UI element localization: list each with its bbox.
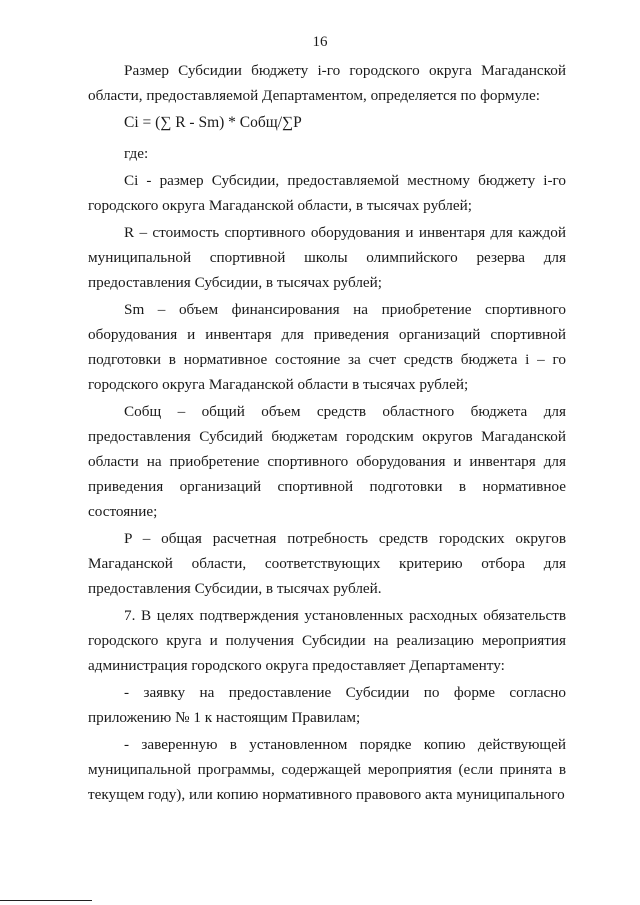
paragraph-where: где:: [124, 145, 149, 162]
list-item-application: - заявку на предоставление Субсидии по форме согласно приложению № 1 к настоящим Правилам;: [88, 684, 566, 726]
paragraph-sm-definition: Sm – объем финансирования на приобретение спортивного оборудования и инвентаря для приведения организаций спортивной подготовки в нормативное состояние за счет средств бюджета i – го городского округа Магаданской области в тысячах рублей;: [88, 301, 566, 393]
page-number: 16: [312, 34, 328, 50]
paragraph-intro: Размер Субсидии бюджету i-го городского округа Магаданской области, предоставляемой Департаментом, определяется по формуле:: [88, 62, 566, 104]
paragraph-sobsh-definition: Собщ – общий объем средств областного бюджета для предоставления Субсидий бюджетам городским округов Магаданской области на приобретение спортивного оборудования и инвентаря для приведения организаций спортивной подготовки в нормативное состояние;: [88, 403, 566, 520]
paragraph-r-definition: R – стоимость спортивного оборудования и инвентаря для каждой муниципальной спортивной школы олимпийского резерва для предоставления Субсидии, в тысячах рублей;: [88, 224, 566, 291]
footer-rule: [0, 900, 92, 901]
formula: Ci = (∑ R - Sm) * Собщ/∑P: [124, 114, 302, 131]
list-item-program-copy: - заверенную в установленном порядке копию действующей муниципальной программы, содержащей мероприятия (если принята в текущем году), или копию нормативного правового акта муниципального: [88, 736, 566, 803]
paragraph-ci-definition: Ci - размер Субсидии, предоставляемой местному бюджету i-го городского округа Магаданской области, в тысячах рублей;: [88, 172, 566, 214]
document-body: [88, 58, 566, 809]
paragraph-section-7: 7. В целях подтверждения установленных расходных обязательств городского круга и получения Субсидии на реализацию мероприятия администрация городского округа предоставляет Департаменту:: [88, 607, 566, 674]
paragraph-p-definition: P – общая расчетная потребность средств городских округов Магаданской области, соответствующих критерию отбора для предоставления Субсидии, в тысячах рублей.: [88, 530, 566, 597]
